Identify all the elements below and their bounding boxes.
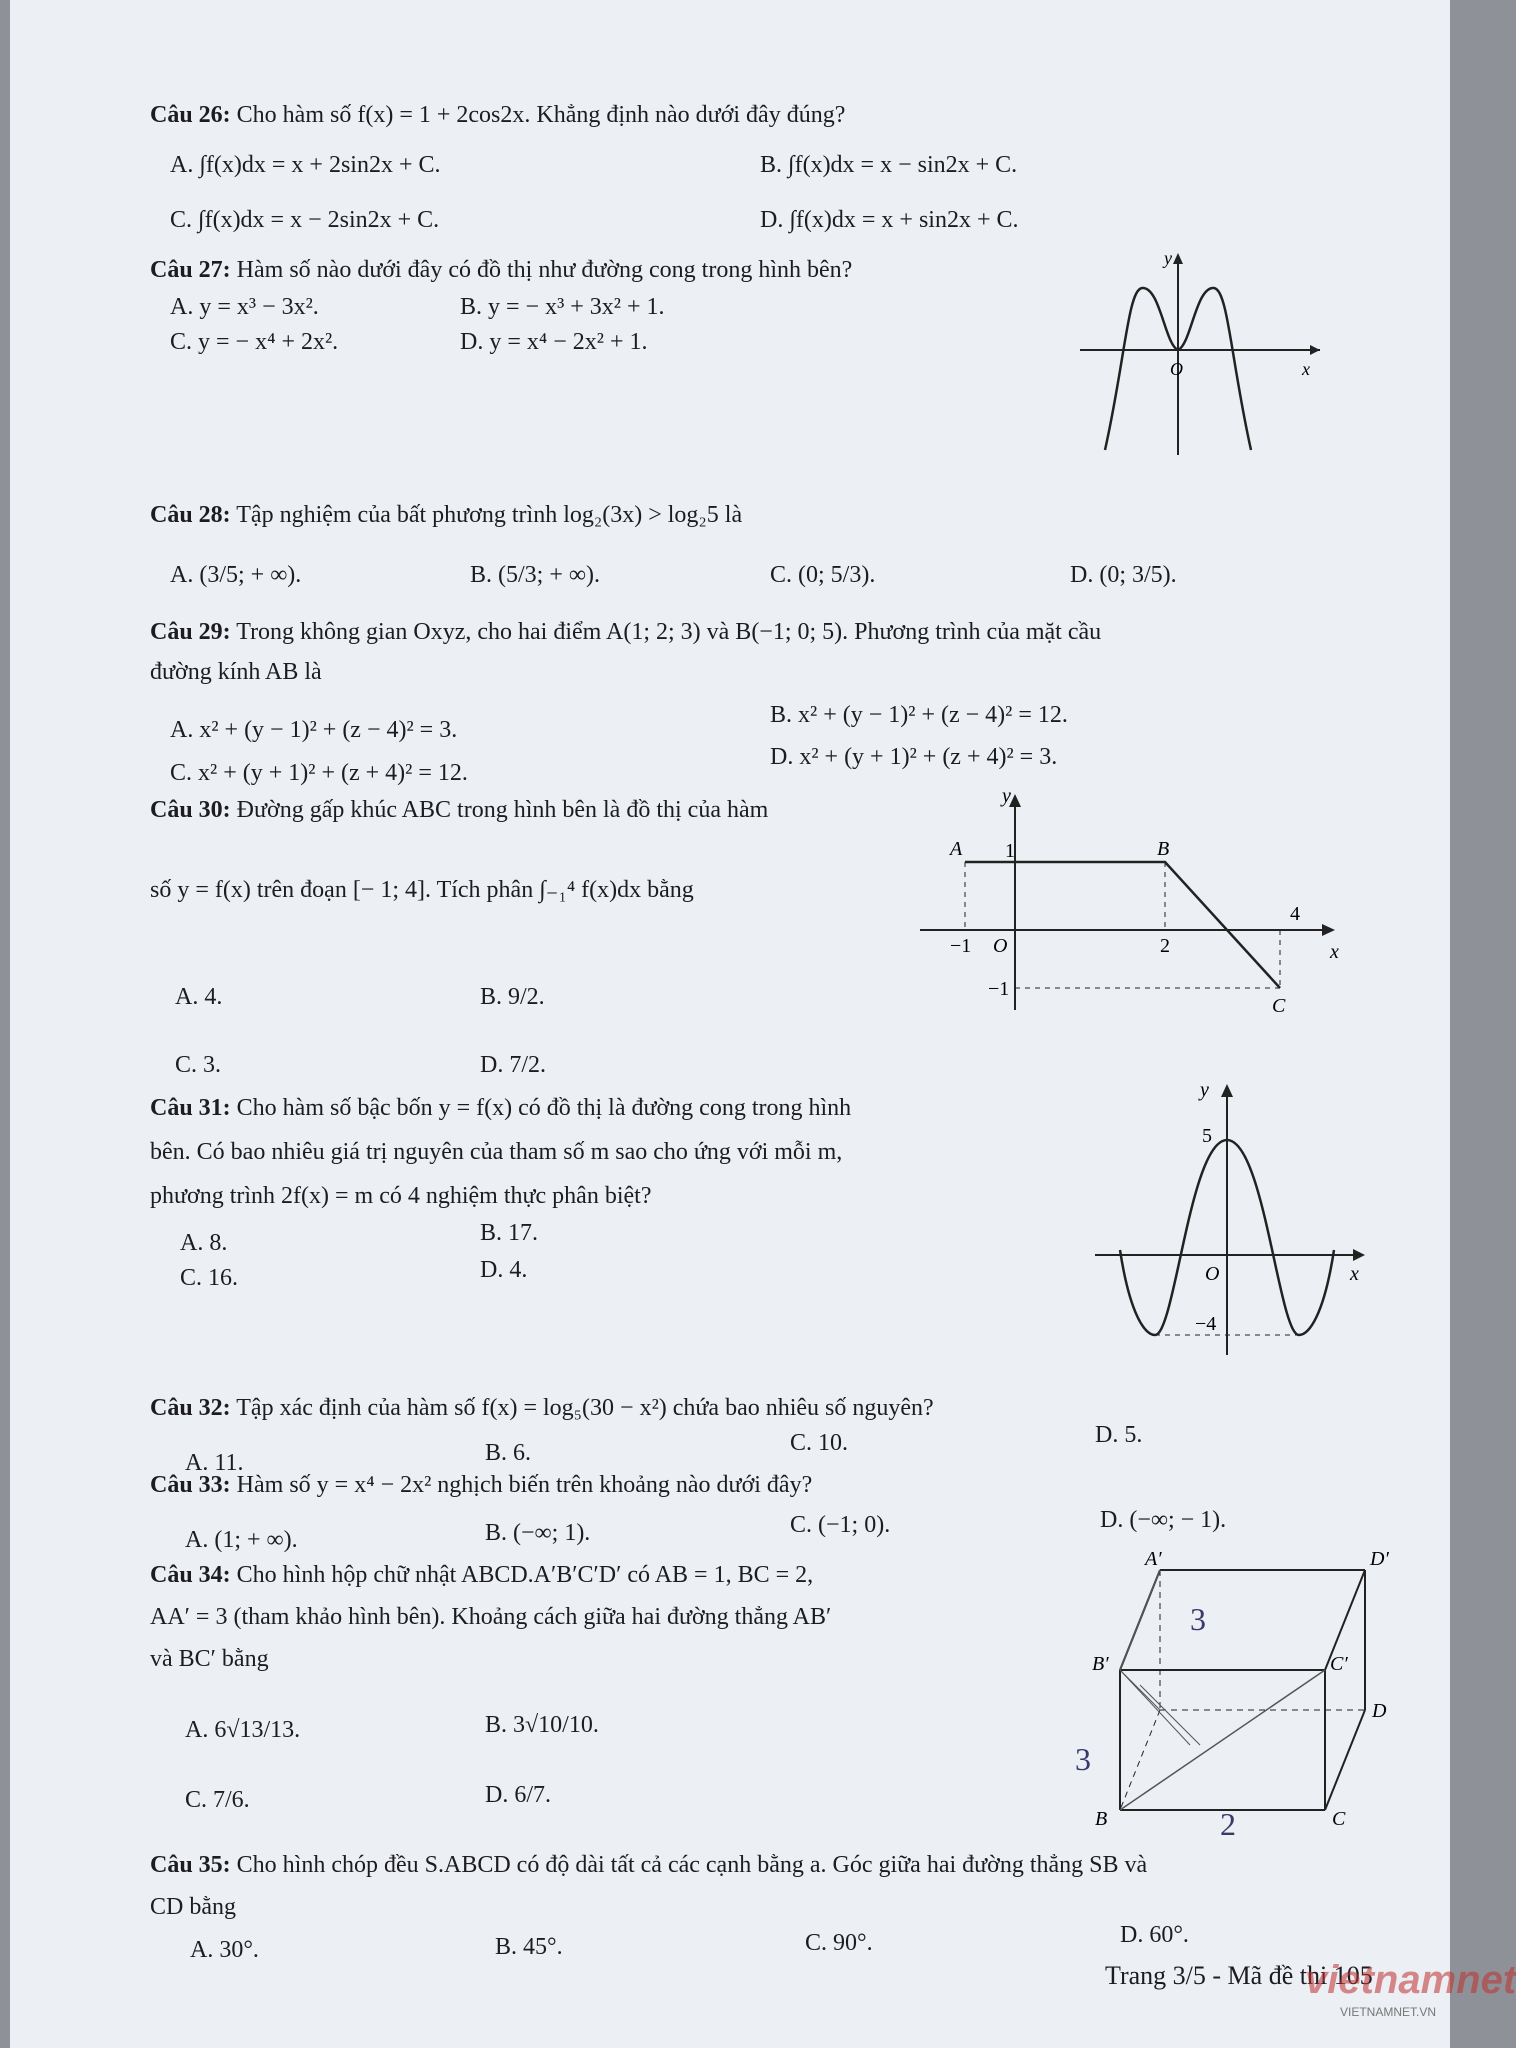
option-a: A. 6√13/13. (185, 1717, 301, 1743)
point-a-label: A (950, 838, 963, 860)
option-a: A. 30°. (190, 1937, 259, 1963)
option-a: A. y = x³ − 3x². (170, 294, 319, 320)
graph-q27 (1080, 250, 1330, 460)
option-d: D. 4. (480, 1257, 528, 1283)
vertex-label: D (1372, 1700, 1387, 1722)
question-number: Câu 32: (150, 1395, 231, 1421)
option-c: C. x² + (y + 1)² + (z + 4)² = 12. (170, 760, 468, 786)
option-b: B. (−∞; 1). (485, 1520, 591, 1546)
option-c: C. 3. (175, 1052, 222, 1078)
option-d: D. 5. (1095, 1422, 1143, 1448)
question-number: Câu 28: (150, 502, 231, 528)
question-30 (150, 795, 910, 825)
tick-label: −1 (950, 935, 972, 957)
option-a: A. 8. (180, 1230, 228, 1256)
point-c-label: C (1272, 995, 1286, 1017)
question-text: Hàm số nào dưới đây có đồ thị như đường cong trong hình bên? (236, 257, 853, 283)
origin-label: O (993, 935, 1008, 957)
question-number: Câu 30: (150, 797, 231, 823)
option-a: A. (3/5; + ∞). (170, 562, 302, 588)
vietnamnet-watermark-logo: vietnamnet (1305, 1958, 1516, 2002)
option-c: C. ∫f(x)dx = x − 2sin2x + C. (170, 207, 440, 233)
option-c: C. 16. (180, 1265, 239, 1291)
option-b: B. y = − x³ + 3x² + 1. (460, 294, 665, 320)
y-axis-label: y (1164, 248, 1172, 268)
page-footer: Trang 3/5 - Mã đề thi 105 (1105, 1961, 1373, 1990)
origin-label: O (1205, 1263, 1220, 1285)
option-c: C. (0; 5/3). (770, 562, 876, 588)
question-31 (150, 1093, 1090, 1211)
exam-page (10, 0, 1516, 2048)
option-d: D. (−∞; − 1). (1100, 1507, 1227, 1533)
question-number: Câu 29: (150, 619, 231, 645)
tick-label: 2 (1160, 935, 1170, 957)
option-d: D. 60°. (1120, 1922, 1189, 1948)
y-axis-label: y (1200, 1079, 1209, 1101)
question-text-line3: và BC′ bằng (150, 1646, 269, 1672)
question-text-line2: bên. Có bao nhiêu giá trị nguyên của tham số m sao cho ứng với mỗi m, (150, 1139, 843, 1165)
question-number: Câu 27: (150, 257, 231, 283)
question-text-line2: số y = f(x) trên đoạn [− 1; 4]. Tích phân ∫₋₁⁴ f(x)dx bằng (150, 877, 694, 903)
x-axis-label: x (1350, 1263, 1359, 1285)
tick-label: −4 (1195, 1313, 1217, 1335)
handwritten-note: 2 (1220, 1806, 1236, 1842)
option-b: B. (5/3; + ∞). (470, 562, 600, 588)
option-b: B. x² + (y − 1)² + (z − 4)² = 12. (770, 702, 1068, 728)
question-28 (150, 500, 1350, 530)
handwritten-note: 3 (1190, 1601, 1206, 1637)
point-b-label: B (1157, 838, 1170, 860)
option-a: A. x² + (y − 1)² + (z − 4)² = 3. (170, 717, 458, 743)
vertex-label: C (1332, 1808, 1346, 1830)
question-number: Câu 35: (150, 1852, 231, 1878)
option-c: C. y = − x⁴ + 2x². (170, 329, 339, 355)
option-d: D. (0; 3/5). (1070, 562, 1177, 588)
option-a: A. ∫f(x)dx = x + 2sin2x + C. (170, 152, 441, 178)
question-text-line2: CD bằng (150, 1894, 236, 1920)
option-b: B. ∫f(x)dx = x − sin2x + C. (760, 152, 1018, 178)
option-c: C. 90°. (805, 1930, 873, 1956)
option-b: B. 45°. (495, 1934, 563, 1960)
option-d: D. y = x⁴ − 2x² + 1. (460, 329, 648, 355)
question-text: Đường gấp khúc ABC trong hình bên là đồ thị của hàm (236, 797, 769, 823)
option-a: A. 11. (185, 1450, 244, 1476)
graph-q30 (910, 780, 1360, 1020)
option-d: D. 7/2. (480, 1052, 546, 1078)
option-c: C. 7/6. (185, 1787, 250, 1813)
question-35 (150, 1850, 1350, 1922)
question-text-line3: phương trình 2f(x) = m có 4 nghiệm thực phân biệt? (150, 1183, 652, 1209)
question-29 (150, 617, 1350, 687)
question-text: Trong không gian Oxyz, cho hai điểm A(1; 2; 3) và B(−1; 0; 5). Phương trình của mặt cầu (236, 619, 1102, 645)
tick-label: 4 (1290, 903, 1300, 925)
question-text: Tập xác định của hàm số f(x) = log₅(30 − x²) chứa bao nhiêu số nguyên? (236, 1395, 934, 1421)
question-number: Câu 33: (150, 1472, 231, 1498)
tick-label: 1 (1005, 840, 1015, 862)
vertex-label: B′ (1092, 1653, 1109, 1675)
tick-label: −1 (988, 978, 1010, 1000)
vertex-label: A′ (1145, 1548, 1162, 1570)
option-d: D. 6/7. (485, 1782, 551, 1808)
option-a: A. (1; + ∞). (185, 1527, 298, 1553)
handwritten-note: 3 (1075, 1741, 1091, 1777)
vertex-label: D′ (1370, 1548, 1389, 1570)
x-axis-label: x (1302, 359, 1310, 379)
question-text-line2: đường kính AB là (150, 659, 322, 685)
option-b: B. 3√10/10. (485, 1712, 599, 1738)
option-b: B. 17. (480, 1220, 539, 1246)
question-number: Câu 31: (150, 1095, 231, 1121)
option-b: B. 6. (485, 1440, 532, 1466)
question-number: Câu 26: (150, 102, 231, 128)
x-axis-label: x (1330, 941, 1339, 963)
graph-q31 (1090, 1080, 1370, 1360)
question-text: Cho hàm số f(x) = 1 + 2cos2x. Khẳng định nào dưới đây đúng? (236, 102, 846, 128)
question-34 (150, 1560, 1050, 1674)
vertex-label: C′ (1330, 1653, 1348, 1675)
question-32 (150, 1393, 1350, 1423)
figure-q34-box (1070, 1545, 1390, 1842)
question-text: Cho hình hộp chữ nhật ABCD.A′B′C′D′ có AB = 1, BC = 2, (236, 1562, 814, 1588)
question-text: Tập nghiệm của bất phương trình log₂(3x) > log₂5 là (236, 502, 743, 528)
question-text-line2: AA′ = 3 (tham khảo hình bên). Khoảng cách giữa hai đường thẳng AB′ (150, 1604, 832, 1630)
option-b: B. 9/2. (480, 984, 545, 1010)
option-d: D. x² + (y + 1)² + (z + 4)² = 3. (770, 744, 1058, 770)
option-a: A. 4. (175, 984, 223, 1010)
vertex-label: B (1095, 1808, 1108, 1830)
option-c: C. (−1; 0). (790, 1512, 891, 1538)
y-axis-label: y (1002, 785, 1011, 807)
tick-label: 5 (1202, 1125, 1212, 1147)
option-d: D. ∫f(x)dx = x + sin2x + C. (760, 207, 1019, 233)
question-number: Câu 34: (150, 1562, 231, 1588)
question-26 (150, 100, 1350, 130)
question-text: Hàm số y = x⁴ − 2x² nghịch biến trên khoảng nào dưới đây? (236, 1472, 813, 1498)
watermark-url: VIETNAMNET.VN (1340, 2005, 1437, 2019)
option-c: C. 10. (790, 1430, 849, 1456)
question-text: Cho hàm số bậc bốn y = f(x) có đồ thị là đường cong trong hình (236, 1095, 852, 1121)
origin-label: O (1170, 359, 1183, 379)
question-33 (150, 1470, 1350, 1500)
question-text: Cho hình chóp đều S.ABCD có độ dài tất cả các cạnh bằng a. Góc giữa hai đường thẳng SB và (236, 1852, 1148, 1878)
